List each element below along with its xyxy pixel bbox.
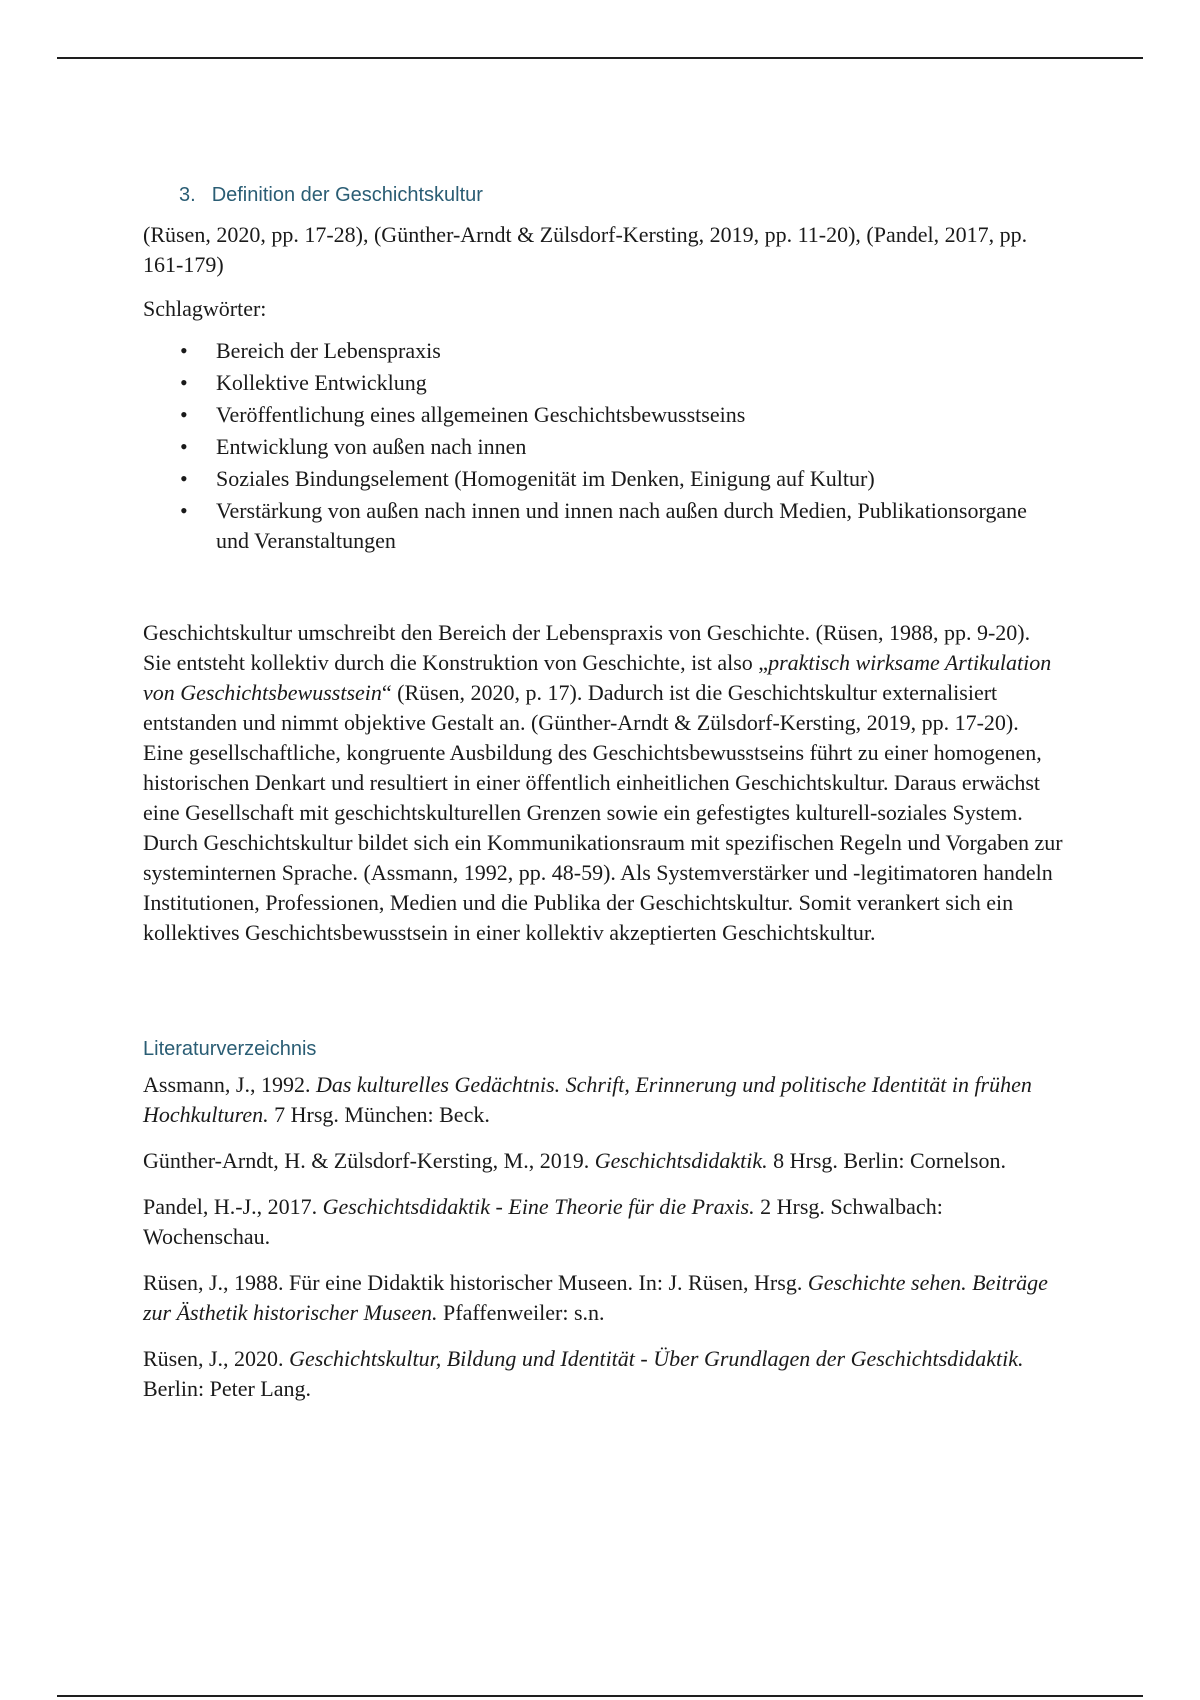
- section-number: 3.: [179, 184, 196, 206]
- paragraph-text-start: Geschichtskultur umschreibt den Bereich der Lebenspraxis von Geschichte. (Rüsen, 1988, pp. 9-20). Sie entsteht kollektiv durch die Konstruktion von Geschichte, ist also „: [143, 620, 1031, 675]
- entry-author: Günther-Arndt, H. & Zülsdorf-Kersting, M., 2019.: [143, 1148, 595, 1173]
- entry-title: Geschichtskultur, Bildung und Identität - Über Grundlagen der Geschichtsdidaktik.: [289, 1346, 1024, 1371]
- paragraph-text-end: “ (Rüsen, 2020, p. 17). Dadurch ist die Geschichtskultur externalisiert entstanden und nimmt objektive Gestalt an. (Günther-Arndt & Zülsdorf-Kersting, 2019, pp. 17-20). Eine gesellschaftliche, kongruente Ausbildung des Geschichtsbewusstseins führt zu einer homogenen, historischen Denkart und resultiert in einer öffentlich einheitlichen Geschichtskultur. Daraus erwächst eine Gesellschaft mit geschichtskulturellen Grenzen sowie ein gefestigtes kulturell-soziales System. Durch Geschichtskultur bildet sich ein Kommunikationsraum mit spezifischen Regeln und Vorgaben zur systeminternen Sprache. (Assmann, 1992, pp. 48-59). Als Systemverstärker und -legitimatoren handeln Institutionen, Professionen, Medien und die Publika der Geschichtskultur. Somit verankert sich ein kollektives Geschichtsbewusstsein in einer kollektiv akzeptierten Geschichtskultur.: [143, 680, 1063, 945]
- keywords-label: Schlagwörter:: [143, 296, 267, 321]
- section-title: Definition der Geschichtskultur: [211, 184, 483, 206]
- keyword-item: • Bereich der Lebenspraxis: [216, 336, 1063, 366]
- source-references: (Rüsen, 2020, pp. 17-28), (Günther-Arndt & Zülsdorf-Kersting, 2019, pp. 11-20), (Pandel, 2017, pp. 161-179): [143, 222, 1028, 277]
- keyword-item: • Entwicklung von außen nach innen: [216, 432, 1063, 462]
- literature-heading: Literaturverzeichnis: [143, 1038, 317, 1060]
- entry-publisher: 2 Hrsg. Schwalbach: Wochenschau.: [143, 1194, 943, 1249]
- document-body: [143, 180, 1063, 1420]
- entry-author: Rüsen, J., 1988. Für eine Didaktik historischer Museen. In: J. Rüsen, Hrsg.: [143, 1270, 808, 1295]
- bottom-rule: [57, 1695, 1143, 1697]
- entry-publisher: 8 Hrsg. Berlin: Cornelson.: [767, 1148, 1006, 1173]
- literature-entry: [143, 1192, 1063, 1252]
- literature-entry: [143, 1146, 1063, 1176]
- keyword-item: • Verstärkung von außen nach innen und innen nach außen durch Medien, Publikationsorgane und Veranstaltungen: [216, 496, 1063, 556]
- literature-entry: [143, 1268, 1063, 1328]
- keyword-item: • Soziales Bindungselement (Homogenität im Denken, Einigung auf Kultur): [216, 464, 1063, 494]
- section-heading: [179, 180, 1063, 210]
- entry-title: Das kulturelles Gedächtnis. Schrift, Erinnerung und politische Identität in frühen Hochkulturen.: [143, 1072, 1032, 1127]
- entry-publisher: Berlin: Peter Lang.: [143, 1376, 312, 1401]
- literature-entry: [143, 1344, 1063, 1404]
- entry-title: Geschichte sehen. Beiträge zur Ästhetik historischer Museen.: [143, 1270, 1048, 1325]
- entry-publisher: Pfaffenweiler: s.n.: [437, 1300, 605, 1325]
- entry-title: Geschichtsdidaktik - Eine Theorie für die Praxis.: [322, 1194, 755, 1219]
- top-rule: [57, 57, 1143, 59]
- entry-author: Pandel, H.-J., 2017.: [143, 1194, 323, 1219]
- literature-entry: [143, 1070, 1063, 1130]
- definition-paragraph: [143, 618, 1063, 948]
- keywords-list: [143, 336, 1063, 556]
- paragraph-quote: praktisch wirksame Artikulation von Geschichtsbewusstsein: [143, 650, 1052, 705]
- entry-publisher: 7 Hrsg. München: Beck.: [268, 1102, 490, 1127]
- entry-author: Rüsen, J., 2020.: [143, 1346, 290, 1371]
- keyword-item: • Veröffentlichung eines allgemeinen Geschichtsbewusstseins: [216, 400, 1063, 430]
- entry-title: Geschichtsdidaktik.: [594, 1148, 768, 1173]
- entry-author: Assmann, J., 1992.: [143, 1072, 316, 1097]
- keyword-item: • Kollektive Entwicklung: [216, 368, 1063, 398]
